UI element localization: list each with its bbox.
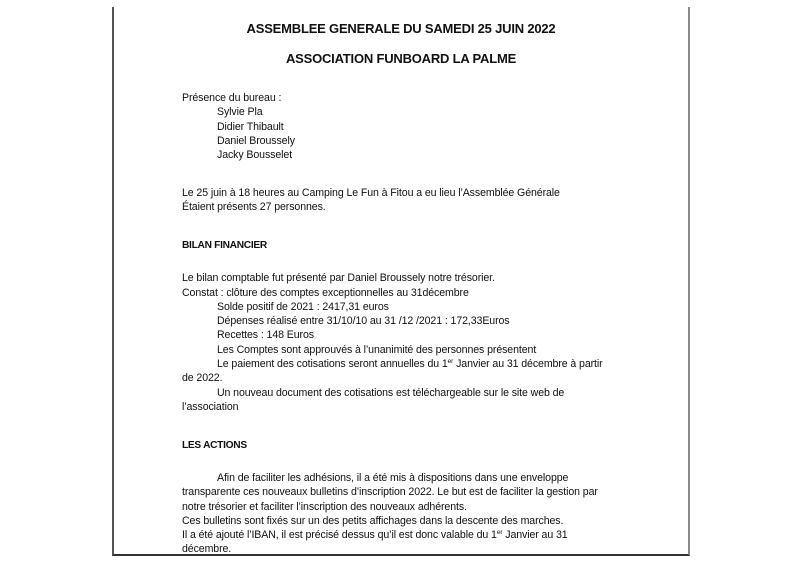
section-heading-bilan: BILAN FINANCIER [182,240,267,251]
paiement-text: Le paiement des cotisations seront annuelles du 1 [217,358,448,370]
presence-label: Présence du bureau : [182,92,282,104]
bilan-paiement [217,358,603,371]
actions-line: Afin de faciliter les adhésions, il a été mis à dispositions dans une enveloppe [217,472,569,484]
member-name: Sylvie Pla [217,106,263,118]
intro-line: Le 25 juin à 18 heures au Camping Le Fun à Fitou a eu lieu l’Assemblée Générale [182,187,560,199]
bilan-line: Le bilan comptable fut présenté par Daniel Broussely notre trésorier. [182,272,495,284]
actions-line: décembre. [182,543,232,555]
bilan-line: Constat : clôture des comptes exceptionnelles au 31décembre [182,287,469,299]
bilan-recettes: Recettes : 148 Euros [217,329,314,341]
bilan-depenses: Dépenses réalisé entre 31/10/10 au 31 /12 /2021 : 172,33Euros [217,315,510,327]
document-title: ASSEMBLEE GENERALE DU SAMEDI 25 JUIN 2022 [246,21,556,36]
actions-line: notre trésorier et faciliter l’inscription des nouveaux adhérents. [182,501,467,513]
member-name: Jacky Bousselet [217,149,293,161]
bilan-solde: Solde positif de 2021 : 2417,31 euros [217,301,389,313]
bilan-document-cont: l’association [182,401,239,413]
intro-line: Étaient présents 27 personnes. [182,201,326,213]
actions-line [182,529,568,542]
paiement-text: Janvier au 31 décembre à partir [453,358,603,370]
bilan-document: Un nouveau document des cotisations est téléchargeable sur le site web de [217,387,565,399]
actions-text: Il a été ajouté l’IBAN, il est précisé dessus qu’il est donc valable du 1 [182,529,497,541]
superscript: er [496,529,503,536]
member-name: Didier Thibault [217,121,284,133]
superscript: er [447,358,454,365]
actions-line: transparente ces nouveaux bulletins d’inscription 2022. Le but est de faciliter la gestion par [182,486,598,498]
document-subtitle: ASSOCIATION FUNBOARD LA PALME [285,51,517,66]
member-name: Daniel Broussely [217,135,295,147]
bilan-paiement-cont: de 2022. [182,372,223,384]
section-heading-actions: LES ACTIONS [182,440,247,451]
actions-text: Janvier au 31 [502,529,568,541]
actions-line: Ces bulletins sont fixés sur un des petits affichages dans la descente des marches. [182,515,564,527]
document-page [112,7,690,556]
bilan-approuves: Les Comptes sont approuvés à l’unanimité des personnes présentent [217,344,537,356]
